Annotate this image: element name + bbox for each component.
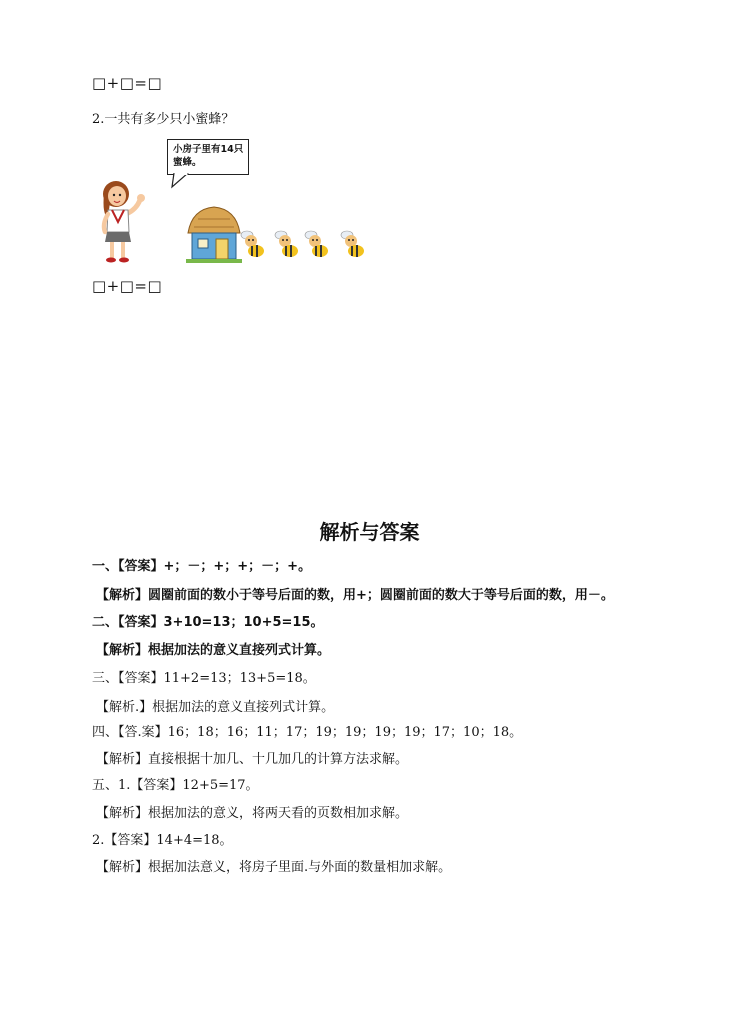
explanation-4: 【解析】直接根据十加几、十几加几的计算方法求解。 bbox=[96, 752, 409, 767]
explanation-3: 【解析.】根据加法的意义直接列式计算。 bbox=[96, 700, 335, 715]
speech-bubble-tail bbox=[170, 173, 192, 189]
speech-bubble-line1: 小房子里有14只 bbox=[173, 144, 244, 155]
answer-3: 三、【答案】11+2=13；13+5=18。 bbox=[92, 671, 316, 686]
question-2-text: 2.一共有多少只小蜜蜂？ bbox=[92, 112, 235, 127]
answers-title: 解析与答案 bbox=[319, 520, 420, 544]
girl-illustration bbox=[96, 180, 148, 264]
answer-5-2: 2.【答案】14+4=18。 bbox=[92, 833, 233, 848]
speech-bubble-line2: 蜜蜂。 bbox=[173, 157, 202, 168]
explanation-5-2: 【解析】根据加法意义，将房子里面.与外面的数量相加求解。 bbox=[96, 860, 452, 875]
bee-icon bbox=[338, 230, 368, 260]
answer-4: 四、【答.案】16；18；16；11；17；19；19；19；19；17；10；18。 bbox=[92, 725, 523, 740]
explanation-2: 【解析】根据加法的意义直接列式计算。 bbox=[96, 643, 331, 658]
house-illustration bbox=[186, 205, 242, 263]
answer-1: 一、【答案】+；－；+；+；－；+。 bbox=[92, 559, 312, 574]
equation-boxes-top: □+□=□ bbox=[92, 74, 163, 92]
bee-icon bbox=[272, 230, 302, 260]
bee-icon bbox=[302, 230, 332, 260]
answer-2: 二、【答案】3+10=13；10+5=15。 bbox=[92, 615, 324, 630]
bee-icon bbox=[238, 230, 268, 260]
answer-5-1: 五、1.【答案】12+5=17。 bbox=[92, 778, 259, 793]
explanation-1: 【解析】圆圈前面的数小于等号后面的数，用+；圆圈前面的数大于等号后面的数，用－。 bbox=[96, 588, 614, 603]
equation-boxes-bottom: □+□=□ bbox=[92, 277, 163, 295]
speech-bubble bbox=[167, 139, 249, 175]
explanation-5-1: 【解析】根据加法的意义，将两天看的页数相加求解。 bbox=[96, 806, 409, 821]
